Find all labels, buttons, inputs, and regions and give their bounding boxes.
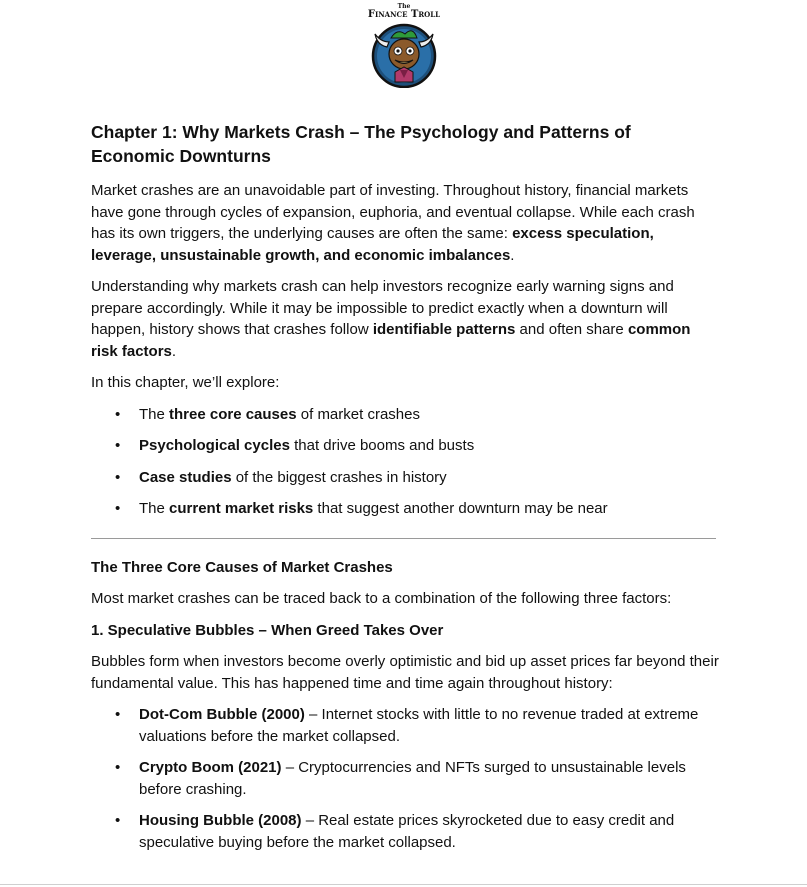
section-divider: [91, 538, 716, 539]
bubbles-list-item-2-run-0: Housing Bubble (2008): [139, 812, 302, 829]
bullet-icon: •: [115, 706, 121, 723]
subsection-title: 1. Speculative Bubbles – When Greed Takes Over: [91, 621, 444, 639]
bubbles-list-item-0-run-0: Dot-Com Bubble (2000): [139, 706, 305, 723]
finance-troll-logo: [362, 4, 446, 88]
bubbles-list-item-0-run-1: – Internet stocks with little to no revenue traded at extreme valuations before the market collapsed.: [139, 706, 699, 745]
explore-list-item-0: [91, 404, 719, 426]
intro-paragraph-2-run-4: .: [171, 342, 177, 360]
intro-paragraph-2-run-2: and often share: [515, 321, 628, 338]
bubbles-list-item-0: [91, 704, 719, 747]
intro-paragraph-1-run-2: .: [510, 246, 515, 264]
intro-paragraph-2: [91, 276, 719, 362]
section-intro-paragraph: [91, 588, 719, 610]
explore-list-item-2-run-0: Case studies: [139, 468, 232, 486]
bubbles-paragraph: [91, 651, 719, 694]
explore-list: [91, 404, 719, 520]
bullet-icon: •: [115, 500, 121, 517]
explore-list-item-2-run-1: of the biggest crashes in history: [231, 468, 447, 486]
intro-paragraph-3-run-0: In this chapter, we’ll explore:: [91, 374, 280, 391]
bubbles-list-item-2-run-1: – Real estate prices skyrocketed due to easy credit and speculative buying before the market collapsed.: [139, 812, 675, 851]
troll-mascot-icon: [369, 20, 439, 88]
explore-list-item-1: [91, 435, 719, 457]
document-body: [91, 120, 719, 863]
bubbles-list-item-1-run-1: – Cryptocurrencies and NFTs surged to unsustainable levels before crashing.: [139, 759, 686, 798]
bullet-icon: •: [115, 759, 121, 776]
bubbles-paragraph-run-0: Bubbles form when investors become overly optimistic and bid up asset prices far beyond their fundamental value. This has happened time and time again throughout history:: [91, 653, 719, 692]
intro-paragraph-3: [91, 372, 719, 394]
intro-paragraph-2-run-0: Understanding why markets crash can help investors recognize early warning signs and prepare accordingly. While it may be impossible to predict exactly when a downturn will happen, history shows that crashes follow: [91, 278, 674, 338]
bubbles-list-item-1: [91, 757, 719, 800]
explore-list-item-2: [91, 467, 719, 489]
bullet-icon: •: [115, 812, 121, 829]
bubbles-list-item-2: [91, 810, 719, 853]
explore-list-item-1-run-0: Psychological cycles: [139, 437, 290, 454]
bullet-icon: •: [115, 405, 121, 423]
explore-list-item-3-run-1: current market risks: [169, 500, 314, 517]
explore-list-item-3: [91, 498, 719, 520]
logo-name: Finance Troll: [367, 9, 441, 20]
intro-paragraph-1-run-1: excess speculation, leverage, unsustainable growth, and economic imbalances: [91, 225, 654, 264]
explore-list-item-3-run-0: The: [139, 500, 170, 517]
intro-paragraph-2-run-3: common risk factors: [91, 321, 691, 360]
page-bottom-border: [0, 884, 807, 885]
intro-paragraph-2-run-1: identifiable patterns: [372, 321, 516, 338]
explore-list-item-0-run-0: The: [139, 405, 170, 423]
section-intro-paragraph-run-0: Most market crashes can be traced back to a combination of the following three factors:: [91, 590, 672, 607]
bullet-icon: •: [115, 437, 121, 454]
explore-list-item-0-run-2: of market crashes: [296, 405, 420, 423]
explore-list-item-0-run-1: three core causes: [169, 405, 297, 423]
bubbles-list: [91, 704, 719, 853]
explore-list-item-3-run-2: that suggest another downturn may be near: [313, 500, 608, 517]
chapter-title: Chapter 1: Why Markets Crash – The Psychology and Patterns of Economic Downturns: [91, 122, 631, 166]
bullet-icon: •: [115, 468, 121, 486]
section-title: The Three Core Causes of Market Crashes: [91, 558, 393, 576]
intro-paragraph-1-run-0: Market crashes are an unavoidable part of investing. Throughout history, financial markets have gone through cycles of expansion, euphoria, and eventual collapse. While each crash has its own triggers, the underlying causes are often the same:: [91, 182, 695, 242]
logo-the: The: [397, 3, 411, 10]
explore-list-item-1-run-1: that drive booms and busts: [289, 437, 475, 454]
intro-paragraph-1: [91, 180, 719, 266]
logo-wordmark: [362, 4, 446, 20]
bubbles-list-item-1-run-0: Crypto Boom (2021): [139, 759, 282, 776]
